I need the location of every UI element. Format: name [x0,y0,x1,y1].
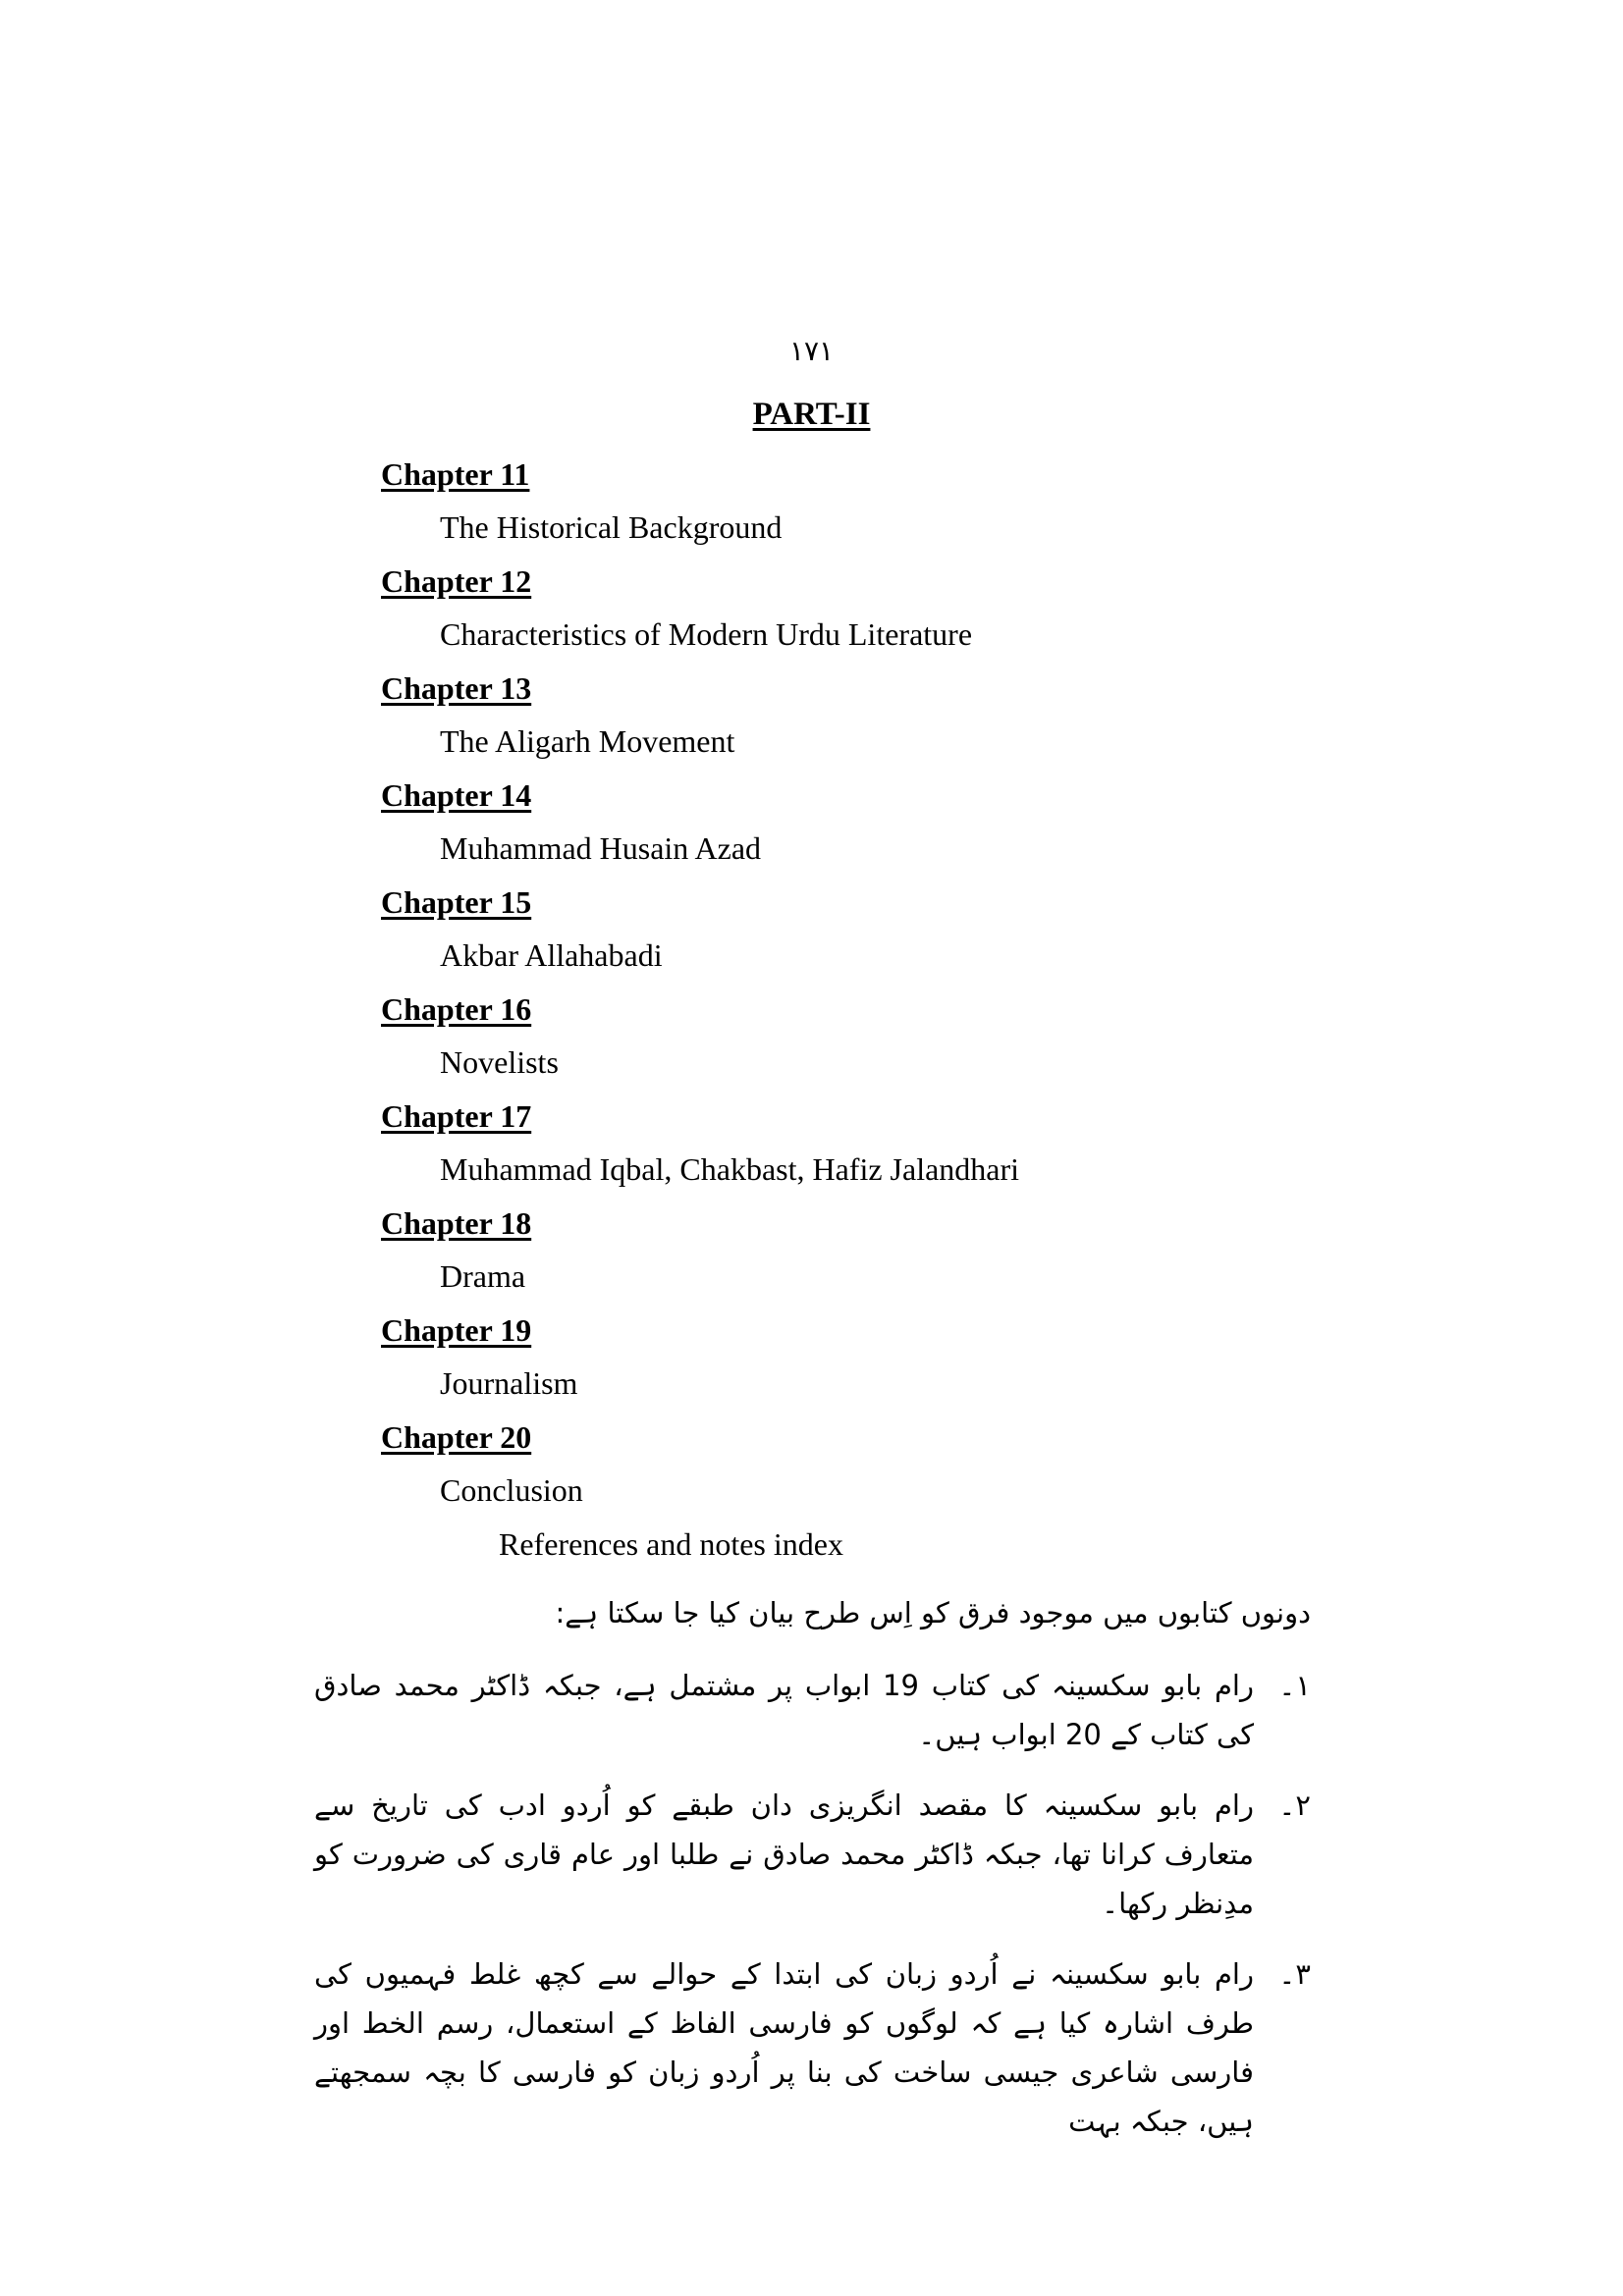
urdu-comparison-text [314,1588,1311,2167]
chapter-heading: Chapter 18 [381,1205,532,1241]
chapter-heading: Chapter 20 [381,1419,532,1455]
toc-subitem: References and notes index [499,1526,843,1562]
chapter-heading: Chapter 11 [381,456,530,492]
list-item-text: رام بابو سکسینہ کی کتاب 19 ابواب پر مشتمل ہے، جبکہ ڈاکٹر محمد صادق کی کتاب کے 20 ابواب ہیں۔ [314,1669,1254,1751]
list-item [314,1661,1311,1759]
chapter-title: Conclusion [440,1472,583,1508]
list-item-number: ۱۔ [1278,1669,1311,1702]
chapter-heading: Chapter 15 [381,884,532,920]
urdu-intro-line: دونوں کتابوں میں موجود فرق کو اِس طرح بیان کیا جا سکتا ہے: [555,1596,1311,1629]
chapter-title: Novelists [440,1044,559,1080]
list-item [314,1949,1311,2146]
chapter-title: Muhammad Iqbal, Chakbast, Hafiz Jalandhari [440,1151,1020,1187]
list-item-text: رام بابو سکسینہ نے اُردو زبان کی ابتدا کے حوالے سے کچھ غلط فہمیوں کی طرف اشارہ کیا ہے کہ لوگوں کو فارسی الفاظ کے استعمال، رسم الخط اور فارسی شاعری جیسی ساخت کی بنا پر اُردو زبان کو فارسی کا بچہ سمجھتے ہیں، جبکہ بہت [314,1957,1254,2138]
chapter-heading: Chapter 17 [381,1098,532,1134]
list-item-text: رام بابو سکسینہ کا مقصد انگریزی دان طبقے کو اُردو ادب کی تاریخ سے متعارف کرانا تھا، جبکہ ڈاکٹر محمد صادق نے طلبا اور عام قاری کی ضرورت کو مدِنظر رکھا۔ [314,1789,1254,1920]
list-item-number: ۳۔ [1278,1957,1311,1991]
part-title: PART-II [752,397,871,432]
chapter-title: The Aligarh Movement [440,723,735,759]
chapter-title: Journalism [440,1365,578,1401]
chapter-title: Drama [440,1258,526,1294]
table-of-contents [381,450,1363,1569]
chapter-title: Muhammad Husain Azad [440,830,762,866]
chapter-title: The Historical Background [440,509,783,545]
page-number: ۱۷۱ [788,335,835,367]
chapter-heading: Chapter 14 [381,777,532,813]
chapter-heading: Chapter 13 [381,670,532,706]
list-item [314,1781,1311,1928]
list-item-number: ۲۔ [1278,1789,1311,1822]
chapter-heading: Chapter 19 [381,1312,532,1348]
chapter-heading: Chapter 16 [381,991,532,1027]
chapter-title: Characteristics of Modern Urdu Literature [440,616,973,652]
chapter-heading: Chapter 12 [381,563,532,599]
chapter-title: Akbar Allahabadi [440,937,663,973]
